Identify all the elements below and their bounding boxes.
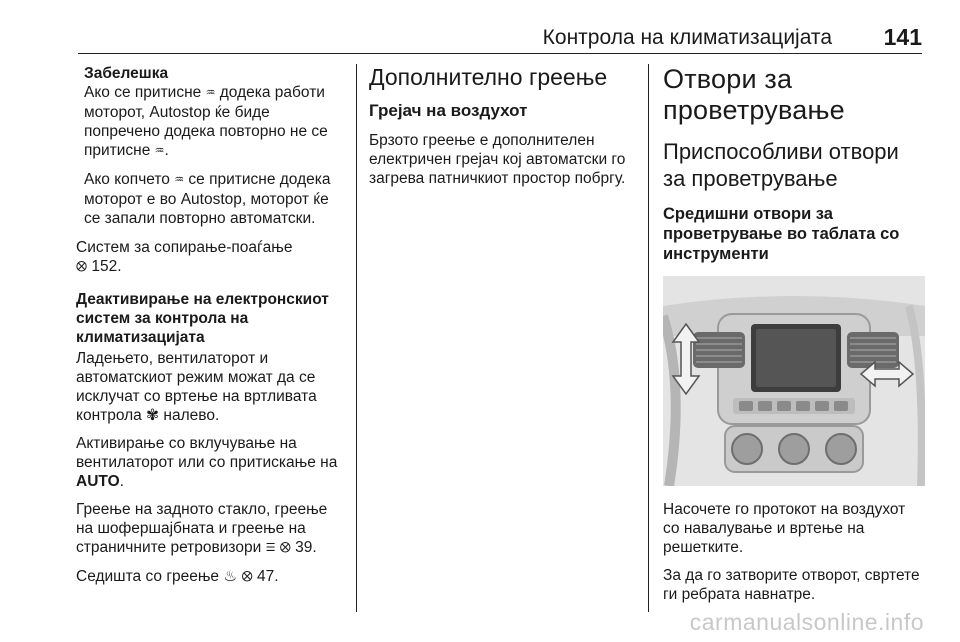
vents-figure-svg xyxy=(663,276,925,486)
section-title: Отвори за проветрување xyxy=(663,64,845,125)
page-reference[interactable]: 39. xyxy=(295,539,317,556)
running-title: Контрола на климатизацијата xyxy=(542,26,832,49)
header-rule xyxy=(78,53,922,54)
watermark: carmanualsonline.info xyxy=(689,609,924,635)
fan-icon: ✾ xyxy=(146,407,160,424)
text: . xyxy=(119,473,124,490)
section-heading: Деактивирање на електронскиот систем за контрола на климатизацијата xyxy=(76,291,329,346)
text: Седишта со греење xyxy=(76,568,224,585)
paragraph xyxy=(76,500,346,558)
page-reference-icon: ⭙ xyxy=(241,568,253,584)
paragraph xyxy=(76,349,346,425)
column-right xyxy=(663,64,925,613)
page-reference-icon: ⭙ xyxy=(76,258,88,274)
note-paragraph xyxy=(84,83,346,161)
text: Активирање со вклучување на вентилаторот или со притискање на xyxy=(76,435,338,471)
text: Греење на задното стакло, греење на шофершајбната и греење на страничните ретровизори xyxy=(76,501,328,556)
column-middle xyxy=(369,64,637,197)
column-divider xyxy=(648,64,649,612)
rear-window-heater-icon: ☰ xyxy=(265,542,276,554)
page-header xyxy=(0,0,960,56)
paragraph: За да го затворите отворот, свртете ги ребрата навнатре. xyxy=(663,567,920,603)
column-divider xyxy=(356,64,357,612)
note-block xyxy=(84,64,346,228)
note-title: Забелешка xyxy=(84,65,169,82)
seat-heater-icon: ♨ xyxy=(223,568,238,585)
max-defrost-icon: ♒ xyxy=(154,145,165,157)
paragraph xyxy=(76,434,346,491)
dashboard-vents-illustration xyxy=(663,276,925,486)
text: се притисне додека моторот е во Autostop, моторот ќе се запали повторно автоматски. xyxy=(84,171,331,227)
section-title: Дополнително греење xyxy=(369,64,608,90)
page-reference[interactable]: 152. xyxy=(91,258,122,275)
text: Ако копчето xyxy=(84,171,175,188)
text: додека работи моторот, Autostop ќе биде попречено додека повторно не се притисне xyxy=(84,84,328,159)
paragraph xyxy=(76,238,346,276)
paragraph xyxy=(76,567,346,586)
page-reference-icon: ⭙ xyxy=(279,539,291,555)
text: Ладењето, вентилаторот и автоматскиот режим можат да се исклучат со вртење на вртливата контрола xyxy=(76,350,317,424)
page-number: 141 xyxy=(883,24,922,50)
subsubsection-title: Средишни отвори за проветрување во таблата со инструменти xyxy=(663,205,900,263)
note-paragraph xyxy=(84,170,346,228)
text: Ако се притисне xyxy=(84,84,206,101)
max-defrost-icon: ♒ xyxy=(174,174,185,186)
text: Систем за сопирање-поаѓање xyxy=(76,239,293,256)
subsection-title: Приспособливи отвори за проветрување xyxy=(663,139,899,191)
text: . xyxy=(164,142,169,159)
max-defrost-icon: ♒ xyxy=(205,87,216,99)
text: налево. xyxy=(159,407,220,424)
column-left xyxy=(76,64,346,595)
auto-label: AUTO xyxy=(76,473,120,490)
page-reference[interactable]: 47. xyxy=(256,568,279,585)
subsection-title: Грејач на воздухот xyxy=(369,101,528,120)
paragraph: Насочете го протокот на воздухот со навалување и вртење на решетките. xyxy=(663,501,906,556)
paragraph: Брзото греење е дополнителен електричен грејач кој автоматски го загрева патничкиот простор побргу. xyxy=(369,132,626,187)
